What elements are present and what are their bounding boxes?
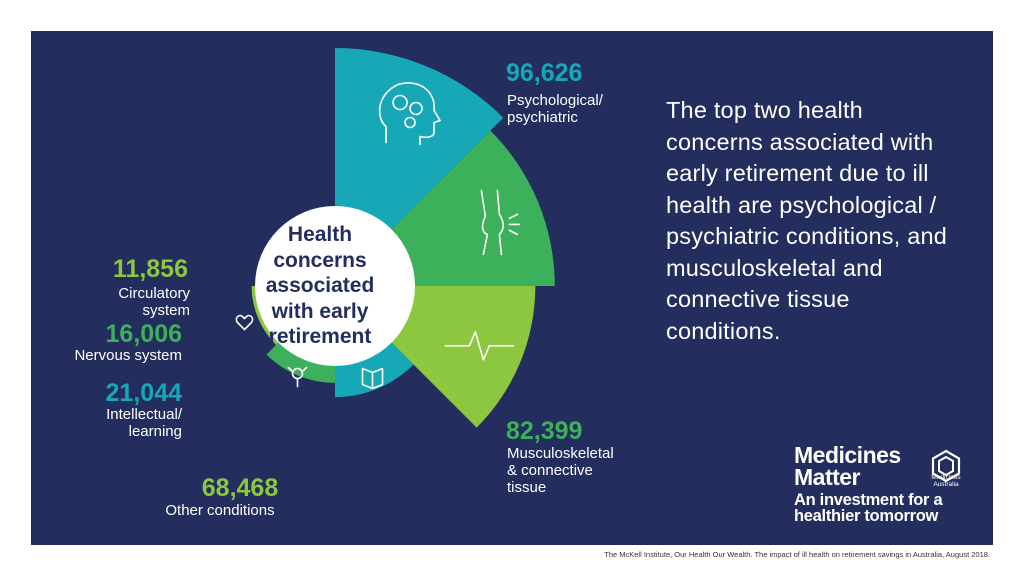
psychological-value: 96,626 <box>506 59 583 87</box>
logo-tagline: An investment for a healthier tomorrow <box>794 491 943 525</box>
logo-mark-label: Medicines Australia <box>931 474 961 488</box>
psychological-label: Psychological/ psychiatric <box>507 92 603 126</box>
summary-text: The top two health concerns associated with early retirement due to ill health are psychological / psychiatric conditions, and musculoskeletal and connective tissue conditions. <box>666 97 948 344</box>
logo-name: Medicines Matter <box>794 442 901 490</box>
circulatory-label: Circulatory system <box>118 285 190 319</box>
musculoskeletal-label: Musculoskeletal & connective tissue <box>507 445 614 496</box>
center-title: Health concerns associated with early retirement <box>265 223 375 348</box>
source-citation: The McKell Institute, Our Health Our Wealth. The impact of ill health on retirement savings in Australia, August 2018. <box>604 550 990 559</box>
intellectual-value: 21,044 <box>105 379 182 407</box>
nervous-value: 16,006 <box>105 320 182 348</box>
musculoskeletal-value: 82,399 <box>506 417 583 445</box>
other-label: Other conditions <box>165 502 275 519</box>
other-value: 68,468 <box>201 474 279 502</box>
circulatory-value: 11,856 <box>112 255 188 283</box>
intellectual-label: Intellectual/ learning <box>106 406 182 440</box>
heart-icon <box>236 316 252 330</box>
nervous-label: Nervous system <box>74 347 182 364</box>
